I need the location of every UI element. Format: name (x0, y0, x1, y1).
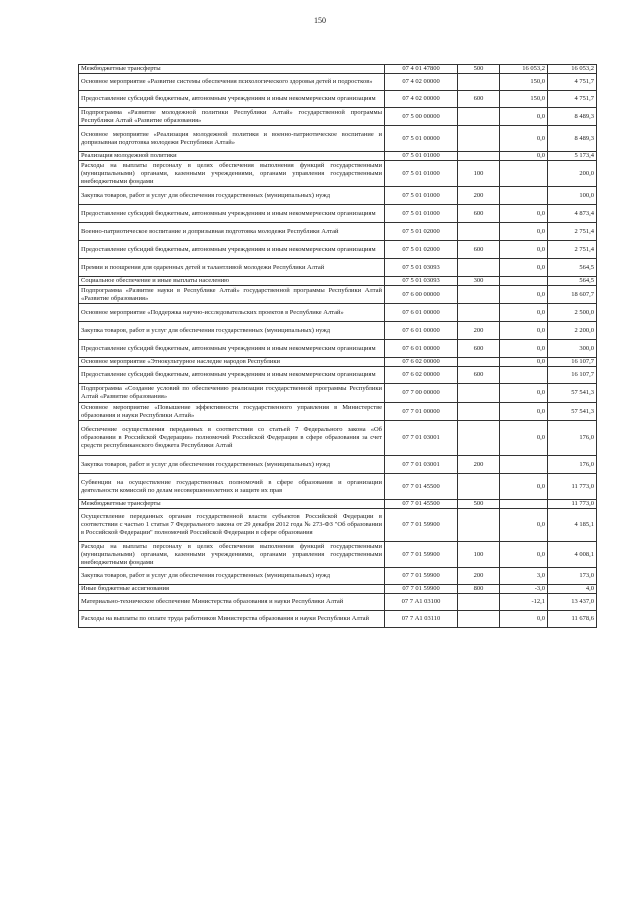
cell-total: 5 173,4 (548, 152, 597, 161)
cell-expense-type: 600 (458, 340, 500, 358)
cell-name: Военно-патриотическое воспитание и допризывная подготовка молодежи Республики Алтай (79, 223, 385, 241)
cell-code: 07 4 02 00000 (385, 91, 458, 108)
table-row (79, 568, 597, 585)
cell-expense-type: 200 (458, 322, 500, 340)
table-row (79, 152, 597, 161)
page-number: 150 (314, 16, 326, 25)
cell-name: Социальное обеспечение и иные выплаты населению (79, 277, 385, 286)
cell-expense-type (458, 358, 500, 367)
cell-expense-type (458, 126, 500, 152)
cell-name: Предоставление субсидий бюджетным, автономным учреждениям и иным некоммерческим организациям (79, 241, 385, 259)
cell-name: Материально-техническое обеспечение Министерства образования и науки Республики Алтай (79, 594, 385, 611)
cell-name: Субвенции на осуществление государственных полномочий в сфере образования и организации деятельности комиссий по делам несовершеннолетних и защите их прав (79, 474, 385, 500)
cell-expense-type (458, 509, 500, 542)
cell-expense-type (458, 474, 500, 500)
cell-expense-type (458, 223, 500, 241)
cell-code: 07 7 01 45500 (385, 474, 458, 500)
cell-code: 07 7 00 00000 (385, 384, 458, 403)
cell-total: 100,0 (548, 187, 597, 205)
cell-change: 0,0 (500, 286, 548, 304)
cell-code: 07 4 01 47800 (385, 65, 458, 74)
cell-expense-type: 600 (458, 367, 500, 384)
cell-code: 07 4 02 00000 (385, 74, 458, 91)
cell-change: 0,0 (500, 384, 548, 403)
cell-name: Подпрограмма «Создание условий по обеспечению реализации государственной программы Республики Алтай «Развитие образования» (79, 384, 385, 403)
cell-code: 07 5 01 00000 (385, 126, 458, 152)
cell-total: 173,0 (548, 568, 597, 585)
table-row (79, 421, 597, 456)
table-row (79, 223, 597, 241)
cell-total: 2 500,0 (548, 304, 597, 322)
cell-change: 0,0 (500, 108, 548, 126)
cell-expense-type (458, 259, 500, 277)
cell-code: 07 6 02 00000 (385, 358, 458, 367)
table-row (79, 126, 597, 152)
cell-expense-type: 200 (458, 187, 500, 205)
cell-expense-type: 500 (458, 65, 500, 74)
cell-expense-type: 100 (458, 161, 500, 187)
cell-total: 11 773,0 (548, 500, 597, 509)
cell-code: 07 7 01 03001 (385, 421, 458, 456)
cell-name: Основное мероприятие «Этнокультурное наследие народов Республики (79, 358, 385, 367)
cell-name: Предоставление субсидий бюджетным, автономным учреждениям и иным некоммерческим организациям (79, 205, 385, 223)
cell-code: 07 6 01 00000 (385, 322, 458, 340)
table-row (79, 585, 597, 594)
cell-change: 0,0 (500, 403, 548, 421)
cell-total: 8 489,3 (548, 108, 597, 126)
cell-change: 16 053,2 (500, 65, 548, 74)
cell-change: 0,0 (500, 205, 548, 223)
cell-code: 07 7 01 59900 (385, 542, 458, 568)
cell-total: 16 107,7 (548, 358, 597, 367)
cell-code: 07 7 01 00000 (385, 403, 458, 421)
cell-change: 0,0 (500, 259, 548, 277)
cell-expense-type (458, 74, 500, 91)
cell-total: 564,5 (548, 259, 597, 277)
table-row (79, 91, 597, 108)
cell-expense-type (458, 611, 500, 628)
cell-expense-type (458, 108, 500, 126)
table-row (79, 65, 597, 74)
cell-name: Подпрограмма «Развитие молодежной политики Республики Алтай» государственной программы Республики Алтай «Развитие образования» (79, 108, 385, 126)
cell-expense-type: 100 (458, 542, 500, 568)
table-row (79, 594, 597, 611)
cell-expense-type: 300 (458, 277, 500, 286)
cell-total: 11 773,0 (548, 474, 597, 500)
cell-code: 07 5 01 01000 (385, 161, 458, 187)
cell-change: 0,0 (500, 126, 548, 152)
table-row (79, 340, 597, 358)
table-row (79, 322, 597, 340)
cell-name: Расходы на выплаты персоналу в целях обеспечения выполнения функций государственными (муниципальными) органами, казенными учреждениями, органами управления государственными внебюджетными фондами (79, 161, 385, 187)
cell-change: 0,0 (500, 542, 548, 568)
cell-expense-type (458, 594, 500, 611)
cell-name: Предоставление субсидий бюджетным, автономным учреждениям и иным некоммерческим организациям (79, 91, 385, 108)
cell-change: 0,0 (500, 152, 548, 161)
cell-total: 4,0 (548, 585, 597, 594)
cell-total: 564,5 (548, 277, 597, 286)
budget-table (78, 64, 597, 628)
cell-name: Межбюджетные трансферты (79, 65, 385, 74)
cell-change: 150,0 (500, 74, 548, 91)
cell-code: 07 7 01 03001 (385, 456, 458, 474)
cell-name: Закупка товаров, работ и услуг для обеспечения государственных (муниципальных) нужд (79, 456, 385, 474)
cell-change: 150,0 (500, 91, 548, 108)
cell-total: 300,0 (548, 340, 597, 358)
cell-change: 0,0 (500, 223, 548, 241)
cell-expense-type: 600 (458, 241, 500, 259)
cell-total: 200,0 (548, 161, 597, 187)
cell-change: -3,0 (500, 585, 548, 594)
cell-total: 16 053,2 (548, 65, 597, 74)
cell-name: Иные бюджетные ассигнования (79, 585, 385, 594)
cell-total: 2 200,0 (548, 322, 597, 340)
cell-change: -12,1 (500, 594, 548, 611)
table-row (79, 74, 597, 91)
cell-change (500, 456, 548, 474)
cell-change (500, 277, 548, 286)
table-row (79, 277, 597, 286)
cell-change (500, 367, 548, 384)
cell-name: Обеспечение осуществления переданных в соответствии со статьей 7 Федерального закона «Об образовании в Российской Федерации» полномочий Российской Федерации в сфере образования за счет средств республиканского бюджета Республики Алтай (79, 421, 385, 456)
cell-code: 07 5 00 00000 (385, 108, 458, 126)
cell-change: 0,0 (500, 340, 548, 358)
cell-change (500, 187, 548, 205)
cell-expense-type: 600 (458, 205, 500, 223)
cell-change: 3,0 (500, 568, 548, 585)
cell-code: 07 6 01 00000 (385, 304, 458, 322)
table-row (79, 304, 597, 322)
table-row (79, 286, 597, 304)
cell-expense-type (458, 304, 500, 322)
cell-expense-type: 600 (458, 91, 500, 108)
table-row (79, 259, 597, 277)
cell-code: 07 5 01 01000 (385, 187, 458, 205)
cell-expense-type (458, 152, 500, 161)
cell-code: 07 7 А1 03100 (385, 594, 458, 611)
cell-total: 4 008,1 (548, 542, 597, 568)
cell-total: 18 607,7 (548, 286, 597, 304)
cell-change: 0,0 (500, 509, 548, 542)
cell-code: 07 7 01 45500 (385, 500, 458, 509)
cell-code: 07 5 01 03093 (385, 277, 458, 286)
cell-change: 0,0 (500, 474, 548, 500)
cell-name: Основное мероприятие «Реализация молодежной политики и военно-патриотическое воспитание и допризывная подготовка молодежи Республики Алтай» (79, 126, 385, 152)
table-row (79, 367, 597, 384)
cell-expense-type (458, 286, 500, 304)
cell-change: 0,0 (500, 304, 548, 322)
cell-total: 13 437,0 (548, 594, 597, 611)
table-row (79, 474, 597, 500)
cell-code: 07 6 02 00000 (385, 367, 458, 384)
cell-total: 4 185,1 (548, 509, 597, 542)
table-row (79, 542, 597, 568)
cell-code: 07 7 01 59900 (385, 568, 458, 585)
cell-name: Закупка товаров, работ и услуг для обеспечения государственных (муниципальных) нужд (79, 568, 385, 585)
cell-code: 07 6 00 00000 (385, 286, 458, 304)
cell-code: 07 5 01 02000 (385, 223, 458, 241)
cell-change: 0,0 (500, 358, 548, 367)
cell-name: Предоставление субсидий бюджетным, автономным учреждениям и иным некоммерческим организациям (79, 340, 385, 358)
cell-code: 07 7 01 59900 (385, 585, 458, 594)
cell-name: Основное мероприятие «Развитие системы обеспечения психологического здоровья детей и подростков» (79, 74, 385, 91)
cell-total: 16 107,7 (548, 367, 597, 384)
cell-expense-type: 200 (458, 456, 500, 474)
cell-change: 0,0 (500, 421, 548, 456)
cell-name: Предоставление субсидий бюджетным, автономным учреждениям и иным некоммерческим организациям (79, 367, 385, 384)
table-row (79, 187, 597, 205)
cell-name: Закупка товаров, работ и услуг для обеспечения государственных (муниципальных) нужд (79, 187, 385, 205)
cell-expense-type (458, 421, 500, 456)
cell-change: 0,0 (500, 322, 548, 340)
table-row (79, 403, 597, 421)
cell-expense-type: 500 (458, 500, 500, 509)
cell-change: 0,0 (500, 241, 548, 259)
cell-name: Реализация молодежной политики (79, 152, 385, 161)
cell-total: 57 541,3 (548, 403, 597, 421)
table-row (79, 205, 597, 223)
cell-total: 176,0 (548, 421, 597, 456)
cell-total: 4 751,7 (548, 74, 597, 91)
table-row (79, 161, 597, 187)
cell-name: Расходы на выплаты по оплате труда работников Министерства образования и науки Республики Алтай (79, 611, 385, 628)
cell-change: 0,0 (500, 611, 548, 628)
cell-name: Подпрограмма «Развитие науки в Республике Алтай» государственной программы Республики Алтай «Развитие образования» (79, 286, 385, 304)
cell-code: 07 5 01 01000 (385, 152, 458, 161)
cell-name: Закупка товаров, работ и услуг для обеспечения государственных (муниципальных) нужд (79, 322, 385, 340)
cell-name: Основное мероприятие «Поддержка научно-исследовательских проектов в Республике Алтай» (79, 304, 385, 322)
cell-name: Расходы на выплаты персоналу в целях обеспечения выполнения функций государственными (муниципальными) органами, казенными учреждениями, органами управления государственными внебюджетными фондами (79, 542, 385, 568)
cell-code: 07 7 А1 03110 (385, 611, 458, 628)
cell-total: 11 678,6 (548, 611, 597, 628)
cell-total: 4 751,7 (548, 91, 597, 108)
cell-code: 07 5 01 01000 (385, 205, 458, 223)
cell-name: Осуществление переданных органам государственной власти субъектов Российской Федерации в соответствии с частью 1 статьи 7 Федерального закона от 29 декабря 2012 года № 273-ФЗ "Об образовании в Российской Федерации" полномочий Российской Федерации в сфере образования (79, 509, 385, 542)
table-row (79, 108, 597, 126)
cell-name: Межбюджетные трансферты (79, 500, 385, 509)
cell-change (500, 161, 548, 187)
cell-total: 8 489,3 (548, 126, 597, 152)
cell-total: 4 873,4 (548, 205, 597, 223)
cell-code: 07 5 01 02000 (385, 241, 458, 259)
budget-table-body (79, 65, 597, 628)
table-row (79, 384, 597, 403)
cell-name: Основное мероприятие «Повышение эффективности государственного управления в Министерстве образования и науки Республики Алтай» (79, 403, 385, 421)
cell-total: 57 541,3 (548, 384, 597, 403)
table-row (79, 509, 597, 542)
cell-expense-type (458, 384, 500, 403)
cell-expense-type (458, 403, 500, 421)
table-row (79, 456, 597, 474)
cell-expense-type: 800 (458, 585, 500, 594)
cell-total: 2 751,4 (548, 241, 597, 259)
cell-code: 07 5 01 03093 (385, 259, 458, 277)
cell-name: Премии и поощрения для одаренных детей и талантливой молодежи Республики Алтай (79, 259, 385, 277)
table-row (79, 611, 597, 628)
table-row (79, 500, 597, 509)
table-row (79, 358, 597, 367)
cell-change (500, 500, 548, 509)
cell-code: 07 7 01 59900 (385, 509, 458, 542)
cell-code: 07 6 01 00000 (385, 340, 458, 358)
cell-expense-type: 200 (458, 568, 500, 585)
table-row (79, 241, 597, 259)
cell-total: 176,0 (548, 456, 597, 474)
cell-total: 2 751,4 (548, 223, 597, 241)
